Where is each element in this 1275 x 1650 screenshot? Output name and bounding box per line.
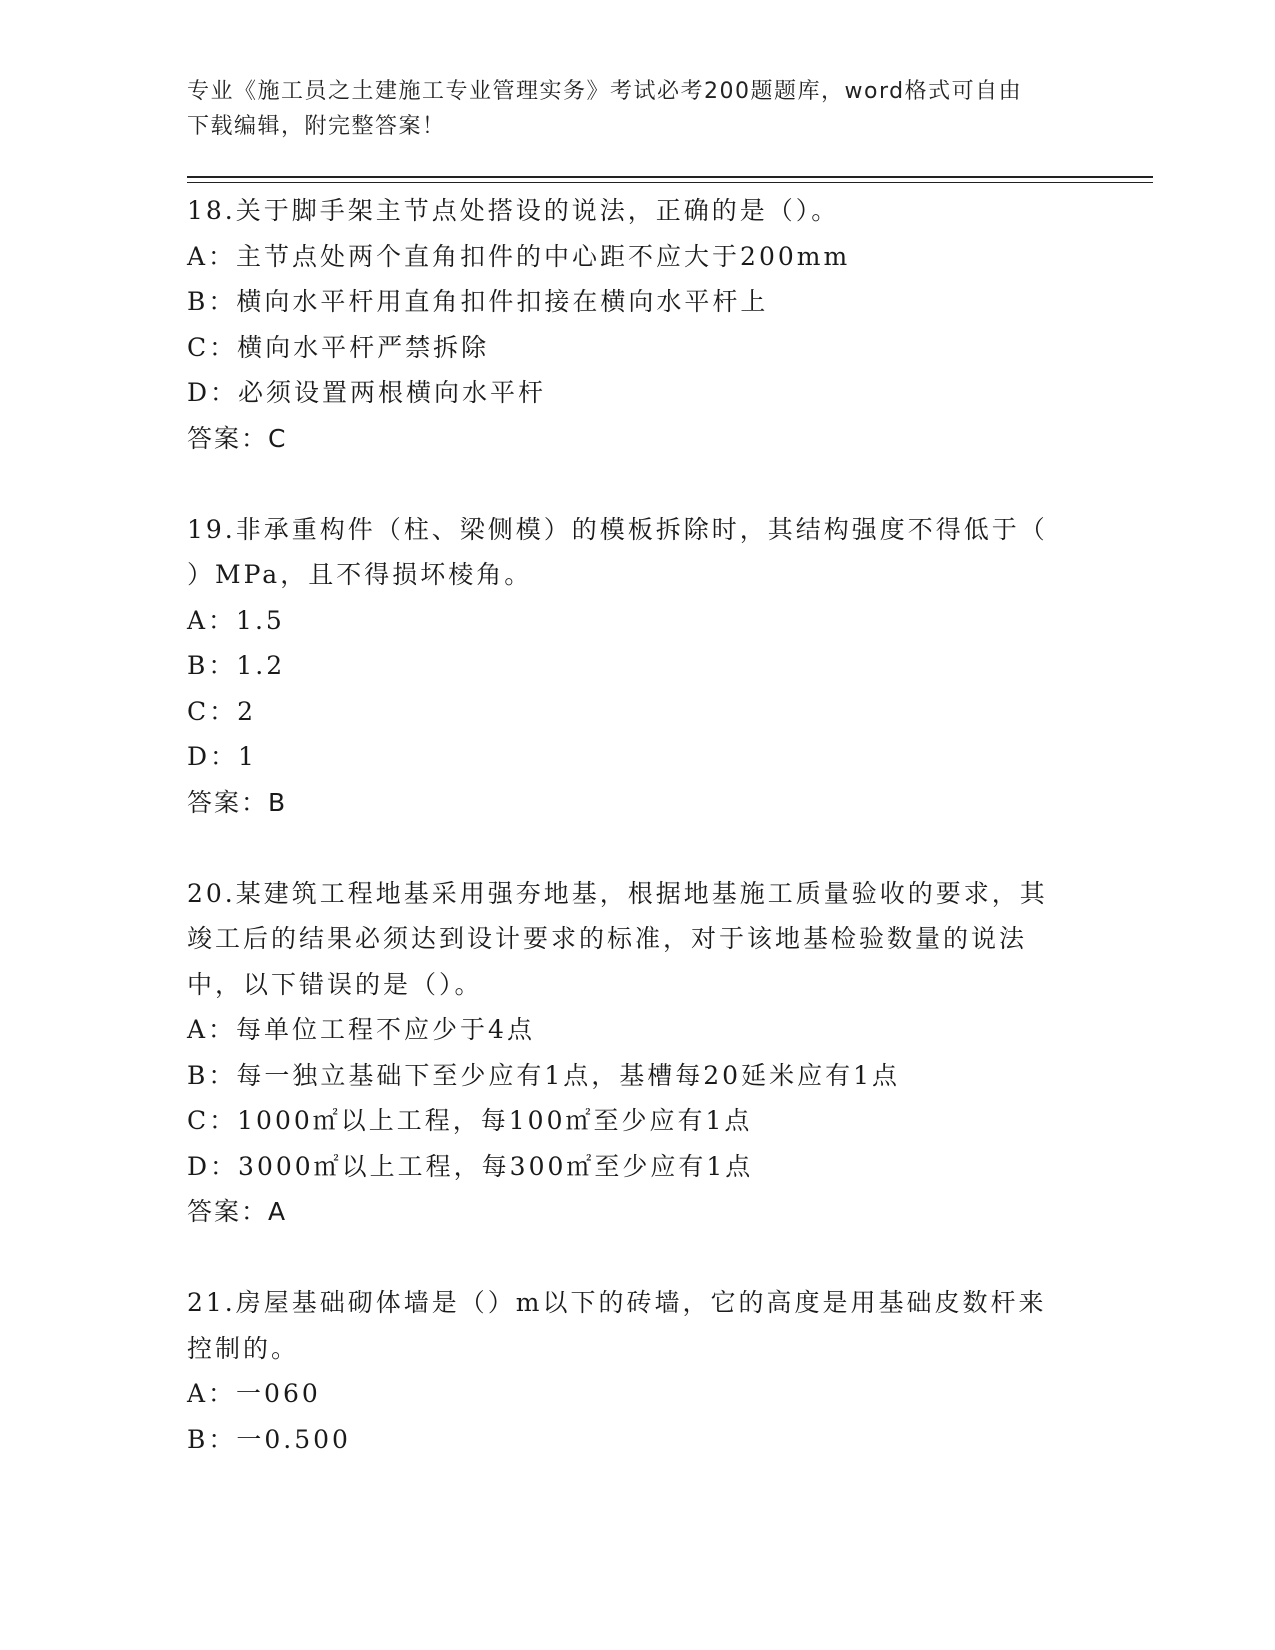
- option-c: C：横向水平杆严禁拆除: [187, 332, 490, 362]
- question-spacer: [187, 461, 1087, 507]
- question-stem-line: 21.房屋基础砌体墙是（）m以下的砖墙，它的高度是用基础皮数杆来: [187, 1288, 1047, 1317]
- question-stem-line: 竣工后的结果必须达到设计要求的标准，对于该地基检验数量的说法: [187, 924, 1028, 953]
- question-spacer: [187, 1235, 1087, 1281]
- option-c: C：2: [187, 696, 257, 726]
- option-c: C：1000㎡以上工程，每100㎡至少应有1点: [187, 1106, 753, 1135]
- option-d: D：3000㎡以上工程，每300㎡至少应有1点: [187, 1151, 754, 1181]
- question-stem-line: 18.关于脚手架主节点处搭设的说法，正确的是（）。: [187, 196, 840, 225]
- option-a: A：1.5: [187, 605, 285, 635]
- answer-line: 答案：A: [187, 1197, 288, 1226]
- header-divider-thin: [187, 182, 1153, 183]
- answer-line: 答案：C: [187, 423, 288, 453]
- question-stem-line: 控制的。: [187, 1333, 300, 1363]
- question-spacer: [187, 825, 1087, 871]
- header-line-1: 专业《施工员之土建施工专业管理实务》考试必考200题题库，word格式可自由: [187, 79, 1023, 104]
- option-a: A：一060: [187, 1379, 321, 1408]
- header-divider-thick: [187, 176, 1153, 178]
- option-b: B：每一独立基础下至少应有1点，基槽每20延米应有1点: [187, 1060, 900, 1090]
- question-19: [187, 507, 1087, 826]
- option-b: B：一0.500: [187, 1424, 351, 1454]
- answer-line: 答案：B: [187, 787, 288, 817]
- question-stem-line: ）MPa，且不得损坏棱角。: [187, 560, 533, 589]
- option-d: D：必须设置两根横向水平杆: [187, 378, 547, 407]
- question-list: [187, 188, 1087, 1462]
- option-b: B：1.2: [187, 651, 286, 680]
- question-21: [187, 1280, 1087, 1462]
- question-20: [187, 871, 1087, 1235]
- question-stem-line: 中，以下错误的是（）。: [187, 969, 483, 999]
- question-stem-line: 19.非承重构件（柱、梁侧模）的模板拆除时，其结构强度不得低于（: [187, 514, 1048, 544]
- option-a: A：主节点处两个直角扣件的中心距不应大于200mm: [187, 241, 851, 271]
- question-18: [187, 188, 1087, 461]
- option-d: D：1: [187, 742, 257, 771]
- header-line-2: 下载编辑，附完整答案！: [187, 114, 446, 139]
- option-b: B：横向水平杆用直角扣件扣接在横向水平杆上: [187, 287, 769, 316]
- document-header: [187, 74, 1067, 144]
- question-stem-line: 20.某建筑工程地基采用强夯地基，根据地基施工质量验收的要求，其: [187, 878, 1048, 908]
- option-a: A：每单位工程不应少于4点: [187, 1015, 535, 1044]
